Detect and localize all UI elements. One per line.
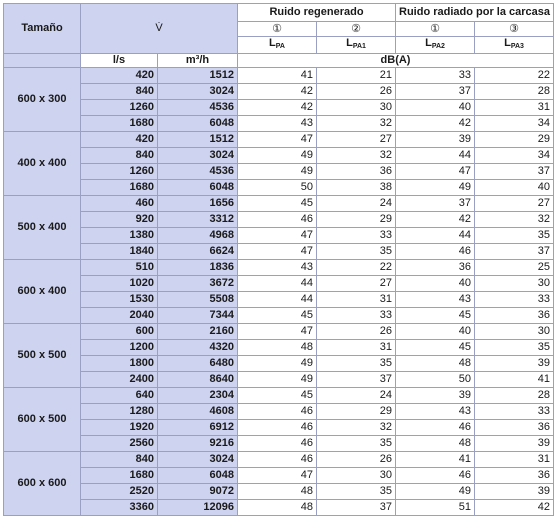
table-row [4, 180, 554, 196]
lpa-cell: 47 [238, 324, 317, 340]
flow-m3h-cell: 3672 [158, 276, 238, 292]
lpa3-cell: 36 [475, 468, 554, 484]
lpa2-cell: 45 [396, 308, 475, 324]
lpa1-cell: 29 [317, 404, 396, 420]
flow-m3h-cell: 3024 [158, 148, 238, 164]
flow-ls-cell: 1680 [81, 180, 158, 196]
lpa1-cell: 31 [317, 292, 396, 308]
table-row [4, 164, 554, 180]
lpa2-cell: 42 [396, 212, 475, 228]
flow-ls-cell: 2520 [81, 484, 158, 500]
flow-column-header: V̇ [81, 4, 238, 54]
lpa-cell: 46 [238, 452, 317, 468]
table-row [4, 228, 554, 244]
flow-m3h-cell: 2304 [158, 388, 238, 404]
flow-m3h-cell: 1656 [158, 196, 238, 212]
lpa1-cell: 35 [317, 356, 396, 372]
lpa1-cell: 27 [317, 132, 396, 148]
table-row [4, 308, 554, 324]
table-row [4, 436, 554, 452]
table-row [4, 132, 554, 148]
lpa2-cell: 40 [396, 324, 475, 340]
flow-ls-cell: 840 [81, 148, 158, 164]
lpa1-cell: 30 [317, 468, 396, 484]
lpa3-cell: 39 [475, 356, 554, 372]
lpa1-cell: 35 [317, 484, 396, 500]
lpa2-cell: 49 [396, 180, 475, 196]
lpa2-cell: 50 [396, 372, 475, 388]
flow-m3h-cell: 4536 [158, 164, 238, 180]
lpa2-cell: 43 [396, 404, 475, 420]
table-row [4, 340, 554, 356]
level-lpa1-header: $L_{PA1}$ [317, 37, 396, 54]
table-row [4, 196, 554, 212]
table-row [4, 292, 554, 308]
lpa2-cell: 44 [396, 228, 475, 244]
flow-ls-cell: 1020 [81, 276, 158, 292]
flow-m3h-cell: 1512 [158, 132, 238, 148]
flow-m3h-cell: 4536 [158, 100, 238, 116]
flow-m3h-cell: 3312 [158, 212, 238, 228]
flow-ls-cell: 2400 [81, 372, 158, 388]
lpa-cell: 46 [238, 420, 317, 436]
lpa-cell: 46 [238, 404, 317, 420]
lpa1-cell: 26 [317, 84, 396, 100]
radiated-noise-header: Ruido radiado por la carcasa [396, 4, 554, 22]
flow-m3h-cell: 3024 [158, 84, 238, 100]
unit-db-header: dB(A) [238, 54, 554, 68]
table-row [4, 116, 554, 132]
lpa2-cell: 49 [396, 484, 475, 500]
lpa2-cell: 46 [396, 468, 475, 484]
flow-ls-cell: 1920 [81, 420, 158, 436]
lpa1-cell: 32 [317, 148, 396, 164]
table-row [4, 468, 554, 484]
table-row [4, 68, 554, 84]
lpa-cell: 43 [238, 116, 317, 132]
table-row [4, 372, 554, 388]
lpa3-cell: 30 [475, 276, 554, 292]
table-row [4, 388, 554, 404]
flow-m3h-cell: 6480 [158, 356, 238, 372]
lpa3-cell: 33 [475, 292, 554, 308]
lpa2-cell: 45 [396, 340, 475, 356]
table-body [4, 68, 554, 516]
flow-m3h-cell: 5508 [158, 292, 238, 308]
lpa3-cell: 39 [475, 436, 554, 452]
lpa-cell: 47 [238, 228, 317, 244]
size-cell: 600 x 600 [4, 452, 81, 516]
table-row [4, 324, 554, 340]
lpa1-cell: 35 [317, 436, 396, 452]
lpa1-cell: 37 [317, 372, 396, 388]
lpa-cell: 44 [238, 276, 317, 292]
lpa3-cell: 35 [475, 340, 554, 356]
lpa-cell: 45 [238, 388, 317, 404]
flow-m3h-cell: 4608 [158, 404, 238, 420]
lpa-cell: 48 [238, 340, 317, 356]
flow-ls-cell: 600 [81, 324, 158, 340]
flow-m3h-cell: 6912 [158, 420, 238, 436]
noise-data-table [3, 3, 554, 516]
flow-ls-cell: 1680 [81, 468, 158, 484]
lpa3-cell: 37 [475, 164, 554, 180]
lpa1-cell: 24 [317, 196, 396, 212]
table-row [4, 276, 554, 292]
lpa1-cell: 22 [317, 260, 396, 276]
flow-m3h-cell: 1512 [158, 68, 238, 84]
marker-lpa3: ③ [475, 22, 554, 37]
flow-ls-cell: 1260 [81, 164, 158, 180]
table-row [4, 212, 554, 228]
flow-ls-cell: 2560 [81, 436, 158, 452]
lpa-cell: 46 [238, 212, 317, 228]
lpa-cell: 47 [238, 244, 317, 260]
lpa-cell: 49 [238, 356, 317, 372]
lpa3-cell: 42 [475, 500, 554, 516]
lpa3-cell: 22 [475, 68, 554, 84]
unit-m3h-header: m³/h [158, 54, 238, 68]
flow-m3h-cell: 4320 [158, 340, 238, 356]
size-cell: 500 x 500 [4, 324, 81, 388]
lpa1-cell: 35 [317, 244, 396, 260]
table-row [4, 500, 554, 516]
lpa1-cell: 32 [317, 116, 396, 132]
lpa3-cell: 34 [475, 148, 554, 164]
lpa-cell: 42 [238, 100, 317, 116]
lpa3-cell: 32 [475, 212, 554, 228]
lpa2-cell: 33 [396, 68, 475, 84]
lpa3-cell: 33 [475, 404, 554, 420]
lpa2-cell: 47 [396, 164, 475, 180]
table-row [4, 356, 554, 372]
flow-ls-cell: 840 [81, 84, 158, 100]
flow-ls-cell: 640 [81, 388, 158, 404]
flow-m3h-cell: 6048 [158, 180, 238, 196]
lpa2-cell: 44 [396, 148, 475, 164]
flow-ls-cell: 840 [81, 452, 158, 468]
lpa3-cell: 30 [475, 324, 554, 340]
lpa1-cell: 32 [317, 420, 396, 436]
lpa2-cell: 51 [396, 500, 475, 516]
regenerated-noise-header: Ruido regenerado [238, 4, 396, 22]
table-row [4, 84, 554, 100]
lpa3-cell: 36 [475, 420, 554, 436]
lpa-cell: 48 [238, 500, 317, 516]
flow-m3h-cell: 7344 [158, 308, 238, 324]
marker-lpa: ① [238, 22, 317, 37]
lpa2-cell: 36 [396, 260, 475, 276]
flow-ls-cell: 1530 [81, 292, 158, 308]
flow-m3h-cell: 6048 [158, 468, 238, 484]
lpa3-cell: 31 [475, 452, 554, 468]
lpa3-cell: 34 [475, 116, 554, 132]
lpa2-cell: 40 [396, 100, 475, 116]
lpa-cell: 50 [238, 180, 317, 196]
lpa-cell: 46 [238, 436, 317, 452]
flow-ls-cell: 1280 [81, 404, 158, 420]
lpa-cell: 45 [238, 196, 317, 212]
marker-lpa1: ② [317, 22, 396, 37]
flow-ls-cell: 1840 [81, 244, 158, 260]
lpa1-cell: 26 [317, 324, 396, 340]
flow-ls-cell: 1800 [81, 356, 158, 372]
lpa1-cell: 36 [317, 164, 396, 180]
table-row [4, 452, 554, 468]
size-cell: 600 x 400 [4, 260, 81, 324]
header-spacer [4, 54, 81, 68]
lpa2-cell: 40 [396, 276, 475, 292]
table-row [4, 244, 554, 260]
lpa3-cell: 31 [475, 100, 554, 116]
table-row [4, 260, 554, 276]
lpa3-cell: 40 [475, 180, 554, 196]
lpa1-cell: 24 [317, 388, 396, 404]
flow-ls-cell: 1680 [81, 116, 158, 132]
size-cell: 600 x 300 [4, 68, 81, 132]
lpa2-cell: 46 [396, 420, 475, 436]
flow-m3h-cell: 12096 [158, 500, 238, 516]
size-cell: 600 x 500 [4, 388, 81, 452]
lpa1-cell: 26 [317, 452, 396, 468]
table-row [4, 484, 554, 500]
lpa1-cell: 21 [317, 68, 396, 84]
lpa1-cell: 30 [317, 100, 396, 116]
lpa1-cell: 31 [317, 340, 396, 356]
lpa1-cell: 38 [317, 180, 396, 196]
lpa1-cell: 33 [317, 228, 396, 244]
flow-m3h-cell: 6624 [158, 244, 238, 260]
lpa2-cell: 43 [396, 292, 475, 308]
lpa3-cell: 28 [475, 388, 554, 404]
flow-ls-cell: 920 [81, 212, 158, 228]
level-lpa3-header: $L_{PA3}$ [475, 37, 554, 54]
flow-m3h-cell: 8640 [158, 372, 238, 388]
level-lpa2-header: $L_{PA2}$ [396, 37, 475, 54]
table-row [4, 100, 554, 116]
level-lpa-header: $L_{PA}$ [238, 37, 317, 54]
flow-ls-cell: 2040 [81, 308, 158, 324]
flow-m3h-cell: 9216 [158, 436, 238, 452]
lpa1-cell: 37 [317, 500, 396, 516]
lpa-cell: 47 [238, 468, 317, 484]
lpa2-cell: 46 [396, 244, 475, 260]
lpa1-cell: 33 [317, 308, 396, 324]
lpa3-cell: 37 [475, 244, 554, 260]
lpa2-cell: 39 [396, 132, 475, 148]
lpa2-cell: 48 [396, 356, 475, 372]
lpa2-cell: 48 [396, 436, 475, 452]
lpa2-cell: 42 [396, 116, 475, 132]
lpa-cell: 49 [238, 164, 317, 180]
flow-ls-cell: 1260 [81, 100, 158, 116]
lpa-cell: 49 [238, 148, 317, 164]
lpa3-cell: 39 [475, 484, 554, 500]
size-cell: 400 x 400 [4, 132, 81, 196]
table-row [4, 404, 554, 420]
lpa3-cell: 28 [475, 84, 554, 100]
lpa-cell: 44 [238, 292, 317, 308]
flow-ls-cell: 1380 [81, 228, 158, 244]
flow-ls-cell: 1200 [81, 340, 158, 356]
lpa3-cell: 27 [475, 196, 554, 212]
lpa3-cell: 41 [475, 372, 554, 388]
lpa2-cell: 39 [396, 388, 475, 404]
flow-m3h-cell: 1836 [158, 260, 238, 276]
lpa-cell: 49 [238, 372, 317, 388]
table-row [4, 148, 554, 164]
lpa2-cell: 37 [396, 84, 475, 100]
marker-lpa2: ① [396, 22, 475, 37]
unit-ls-header: l/s [81, 54, 158, 68]
lpa2-cell: 41 [396, 452, 475, 468]
lpa-cell: 48 [238, 484, 317, 500]
table-row [4, 420, 554, 436]
lpa1-cell: 29 [317, 212, 396, 228]
lpa-cell: 42 [238, 84, 317, 100]
size-column-header: Tamaño [4, 4, 81, 54]
lpa2-cell: 37 [396, 196, 475, 212]
flow-m3h-cell: 2160 [158, 324, 238, 340]
size-cell: 500 x 400 [4, 196, 81, 260]
flow-ls-cell: 460 [81, 196, 158, 212]
flow-m3h-cell: 9072 [158, 484, 238, 500]
lpa3-cell: 35 [475, 228, 554, 244]
flow-ls-cell: 3360 [81, 500, 158, 516]
lpa3-cell: 25 [475, 260, 554, 276]
lpa-cell: 47 [238, 132, 317, 148]
flow-ls-cell: 510 [81, 260, 158, 276]
lpa-cell: 41 [238, 68, 317, 84]
flow-ls-cell: 420 [81, 132, 158, 148]
lpa-cell: 45 [238, 308, 317, 324]
lpa3-cell: 36 [475, 308, 554, 324]
flow-m3h-cell: 6048 [158, 116, 238, 132]
lpa-cell: 43 [238, 260, 317, 276]
flow-m3h-cell: 3024 [158, 452, 238, 468]
lpa3-cell: 29 [475, 132, 554, 148]
flow-ls-cell: 420 [81, 68, 158, 84]
flow-m3h-cell: 4968 [158, 228, 238, 244]
lpa1-cell: 27 [317, 276, 396, 292]
